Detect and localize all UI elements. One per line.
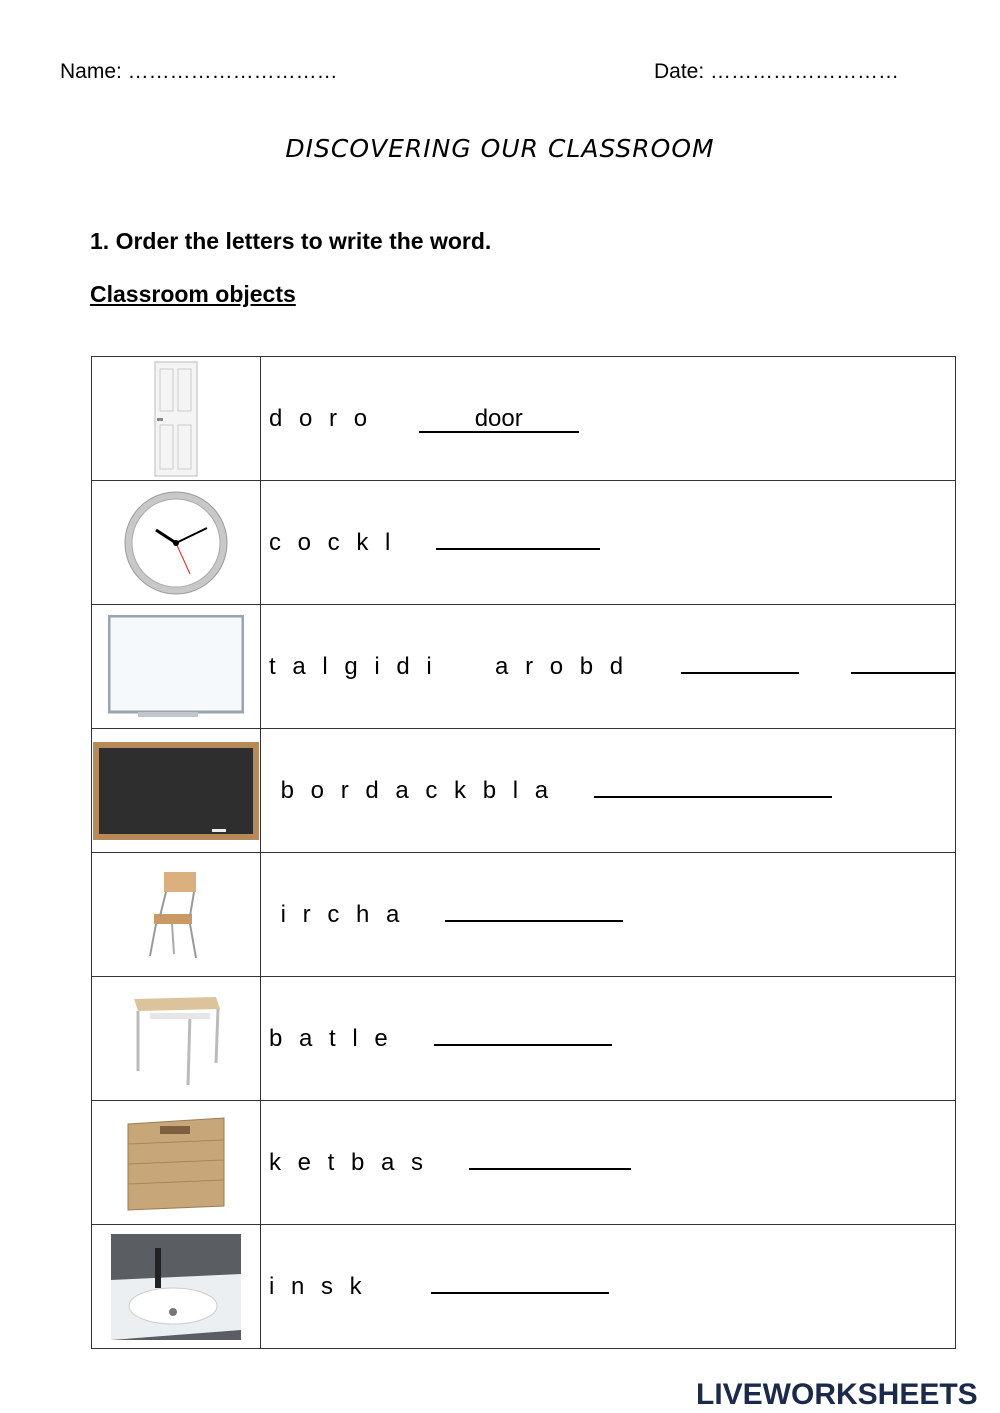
table-row <box>92 729 956 853</box>
answer-blank[interactable] <box>431 1290 609 1294</box>
liveworksheets-logo <box>696 1378 978 1412</box>
scrambled-word: i r c h a <box>269 900 405 928</box>
scrambled-word: k e t b a s <box>269 1148 429 1176</box>
scrambled-word: t a l g i d i a r o b d <box>269 652 629 680</box>
basket-image <box>92 1101 261 1225</box>
answer-blank[interactable] <box>469 1166 631 1170</box>
table-row <box>92 1225 956 1349</box>
scrambled-word: c o c k l <box>269 528 396 556</box>
answer-blank[interactable] <box>445 918 623 922</box>
scrambled-word: b o r d a c k b l a <box>269 776 554 804</box>
word-cell <box>261 853 956 977</box>
blackboard-image <box>92 729 261 853</box>
word-cell <box>261 1225 956 1349</box>
table-row <box>92 605 956 729</box>
table-row <box>92 853 956 977</box>
clock-image <box>92 481 261 605</box>
page-title: DISCOVERING OUR CLASSROOM <box>285 134 715 163</box>
word-cell <box>261 605 956 729</box>
table-row <box>92 481 956 605</box>
scrambled-word: i n s k <box>269 1272 367 1300</box>
table-image <box>92 977 261 1101</box>
word-cell <box>261 481 956 605</box>
table-row <box>92 977 956 1101</box>
table-row <box>92 1101 956 1225</box>
date-field: Date: ……………………… <box>654 60 900 83</box>
brand-text: LIVEWORKSHEETS <box>696 1378 978 1411</box>
answer-blank[interactable] <box>594 794 832 798</box>
scrambled-word: d o r o <box>269 404 373 432</box>
table-row <box>92 357 956 481</box>
section-heading: Classroom objects <box>90 281 296 307</box>
answer-field[interactable]: door <box>419 407 579 433</box>
answer-blank[interactable] <box>851 670 955 674</box>
scrambled-word: b a t l e <box>269 1024 393 1052</box>
chair-image <box>92 853 261 977</box>
instruction: 1. Order the letters to write the word. <box>90 228 492 254</box>
word-cell <box>261 729 956 853</box>
door-image <box>92 357 261 481</box>
answer-blank[interactable] <box>681 670 799 674</box>
exercise-table <box>91 356 956 1349</box>
answer-blank[interactable] <box>436 546 600 550</box>
answer-blank[interactable] <box>434 1042 612 1046</box>
word-cell <box>261 357 956 481</box>
sink-image <box>92 1225 261 1349</box>
name-field: Name: ………………………… <box>60 60 338 83</box>
word-cell <box>261 977 956 1101</box>
word-cell <box>261 1101 956 1225</box>
digital-board-image <box>92 605 261 729</box>
